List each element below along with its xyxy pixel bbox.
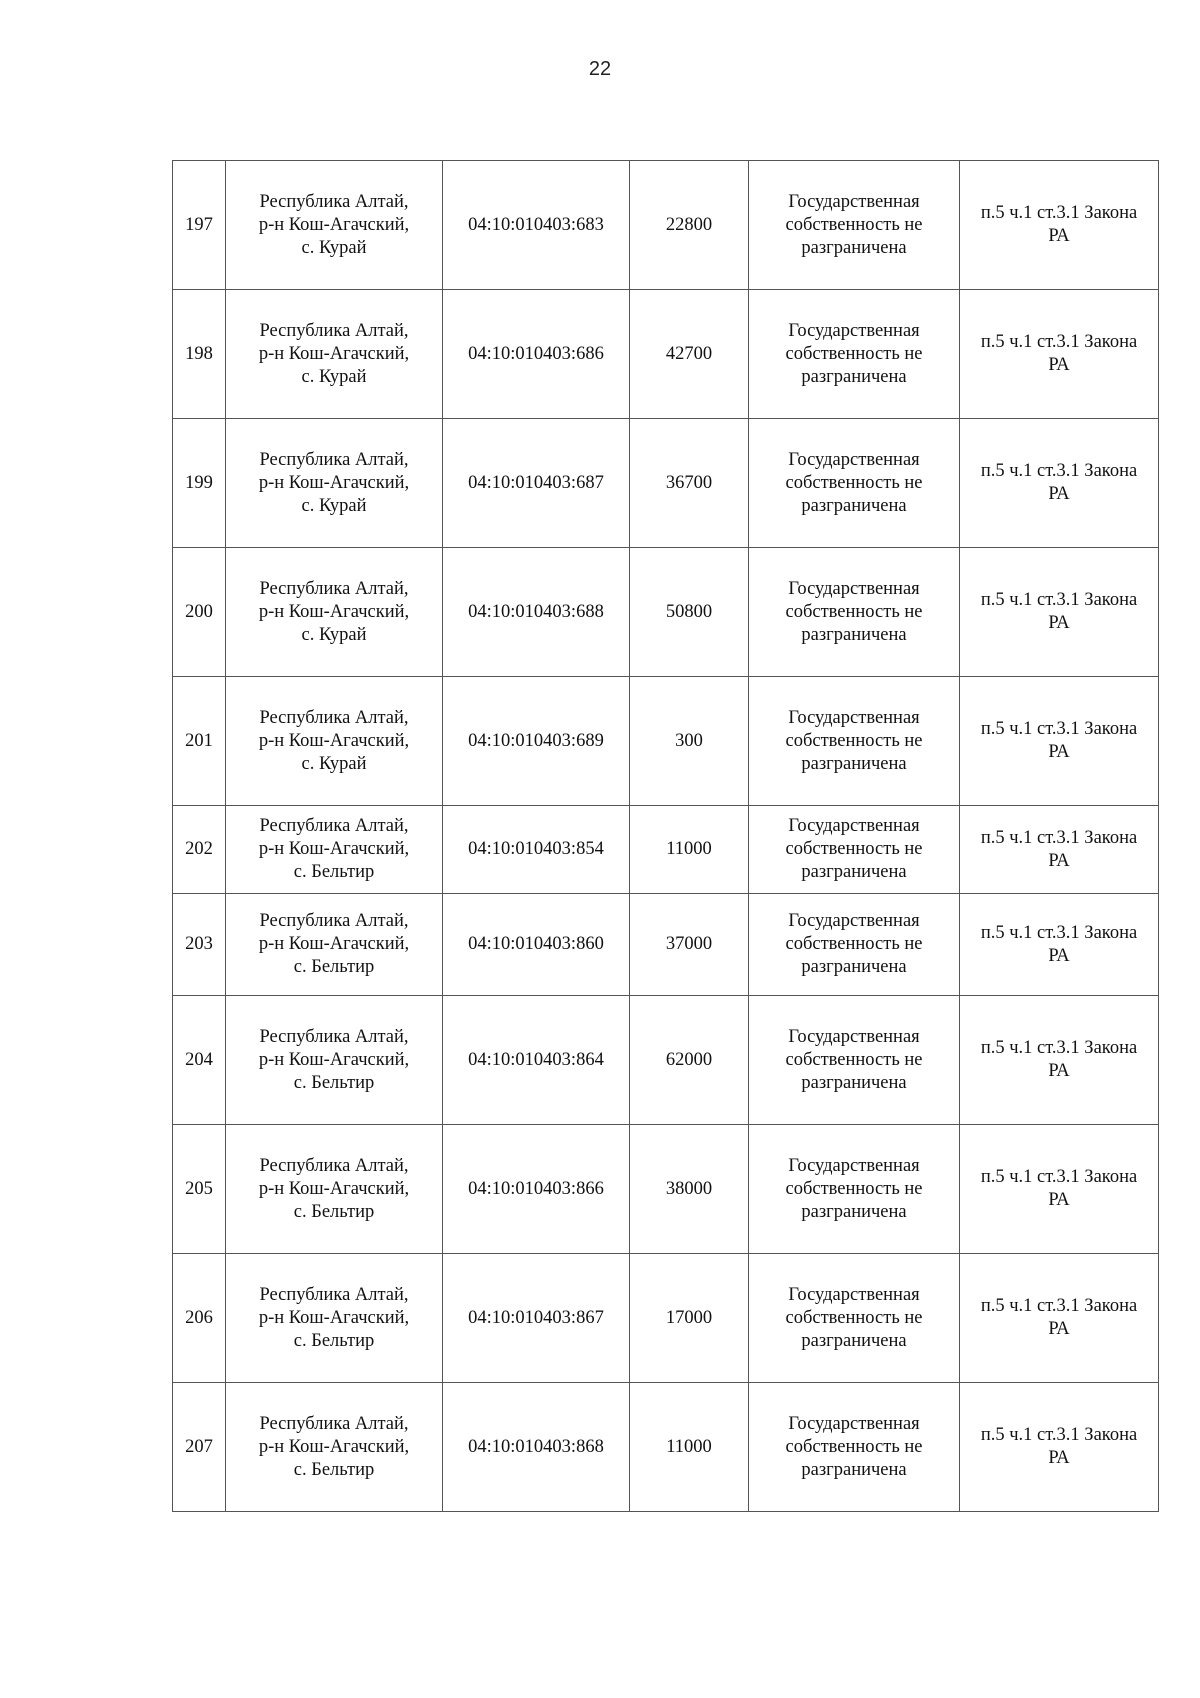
address-cell: Республика Алтай, р-н Кош-Агачский, с. Бельтир xyxy=(226,996,443,1125)
area-cell: 62000 xyxy=(630,996,749,1125)
legal-basis-cell: п.5 ч.1 ст.3.1 Закона РА xyxy=(960,677,1159,806)
cadastral-number-cell: 04:10:010403:864 xyxy=(443,996,630,1125)
ownership-cell: Государственная собственность не разграничена xyxy=(749,161,960,290)
address-cell: Республика Алтай, р-н Кош-Агачский, с. Курай xyxy=(226,161,443,290)
area-cell: 38000 xyxy=(630,1125,749,1254)
area-cell: 11000 xyxy=(630,1383,749,1512)
legal-basis-cell: п.5 ч.1 ст.3.1 Закона РА xyxy=(960,419,1159,548)
table-row xyxy=(173,996,1159,1125)
page-number: 22 xyxy=(588,58,612,80)
legal-basis-cell: п.5 ч.1 ст.3.1 Закона РА xyxy=(960,548,1159,677)
ownership-cell: Государственная собственность не разграничена xyxy=(749,894,960,996)
area-cell: 50800 xyxy=(630,548,749,677)
table-row xyxy=(173,806,1159,894)
ownership-cell: Государственная собственность не разграничена xyxy=(749,677,960,806)
legal-basis-cell: п.5 ч.1 ст.3.1 Закона РА xyxy=(960,161,1159,290)
cadastral-number-cell: 04:10:010403:866 xyxy=(443,1125,630,1254)
row-number: 201 xyxy=(173,677,226,806)
area-cell: 37000 xyxy=(630,894,749,996)
address-cell: Республика Алтай, р-н Кош-Агачский, с. Бельтир xyxy=(226,806,443,894)
legal-basis-cell: п.5 ч.1 ст.3.1 Закона РА xyxy=(960,290,1159,419)
row-number: 200 xyxy=(173,548,226,677)
address-cell: Республика Алтай, р-н Кош-Агачский, с. Курай xyxy=(226,677,443,806)
legal-basis-cell: п.5 ч.1 ст.3.1 Закона РА xyxy=(960,894,1159,996)
address-cell: Республика Алтай, р-н Кош-Агачский, с. Курай xyxy=(226,290,443,419)
area-cell: 11000 xyxy=(630,806,749,894)
row-number: 205 xyxy=(173,1125,226,1254)
address-cell: Республика Алтай, р-н Кош-Агачский, с. Курай xyxy=(226,419,443,548)
row-number: 203 xyxy=(173,894,226,996)
legal-basis-cell: п.5 ч.1 ст.3.1 Закона РА xyxy=(960,806,1159,894)
table-row xyxy=(173,677,1159,806)
row-number: 207 xyxy=(173,1383,226,1512)
cadastral-number-cell: 04:10:010403:854 xyxy=(443,806,630,894)
table-row xyxy=(173,1125,1159,1254)
table-row xyxy=(173,894,1159,996)
area-cell: 17000 xyxy=(630,1254,749,1383)
row-number: 197 xyxy=(173,161,226,290)
ownership-cell: Государственная собственность не разграничена xyxy=(749,419,960,548)
row-number: 206 xyxy=(173,1254,226,1383)
table-row xyxy=(173,1383,1159,1512)
ownership-cell: Государственная собственность не разграничена xyxy=(749,996,960,1125)
ownership-cell: Государственная собственность не разграничена xyxy=(749,806,960,894)
legal-basis-cell: п.5 ч.1 ст.3.1 Закона РА xyxy=(960,996,1159,1125)
table-row xyxy=(173,161,1159,290)
row-number: 202 xyxy=(173,806,226,894)
table-row xyxy=(173,419,1159,548)
area-cell: 36700 xyxy=(630,419,749,548)
land-plot-table xyxy=(172,160,1159,1512)
area-cell: 300 xyxy=(630,677,749,806)
cadastral-number-cell: 04:10:010403:686 xyxy=(443,290,630,419)
ownership-cell: Государственная собственность не разграничена xyxy=(749,1254,960,1383)
table-row xyxy=(173,1254,1159,1383)
ownership-cell: Государственная собственность не разграничена xyxy=(749,548,960,677)
address-cell: Республика Алтай, р-н Кош-Агачский, с. Бельтир xyxy=(226,1125,443,1254)
table-row xyxy=(173,290,1159,419)
ownership-cell: Государственная собственность не разграничена xyxy=(749,1125,960,1254)
area-cell: 22800 xyxy=(630,161,749,290)
cadastral-number-cell: 04:10:010403:868 xyxy=(443,1383,630,1512)
cadastral-number-cell: 04:10:010403:688 xyxy=(443,548,630,677)
cadastral-number-cell: 04:10:010403:860 xyxy=(443,894,630,996)
row-number: 198 xyxy=(173,290,226,419)
address-cell: Республика Алтай, р-н Кош-Агачский, с. Бельтир xyxy=(226,1383,443,1512)
address-cell: Республика Алтай, р-н Кош-Агачский, с. Курай xyxy=(226,548,443,677)
table-row xyxy=(173,548,1159,677)
ownership-cell: Государственная собственность не разграничена xyxy=(749,1383,960,1512)
cadastral-number-cell: 04:10:010403:689 xyxy=(443,677,630,806)
cadastral-number-cell: 04:10:010403:687 xyxy=(443,419,630,548)
cadastral-number-cell: 04:10:010403:867 xyxy=(443,1254,630,1383)
legal-basis-cell: п.5 ч.1 ст.3.1 Закона РА xyxy=(960,1383,1159,1512)
area-cell: 42700 xyxy=(630,290,749,419)
row-number: 204 xyxy=(173,996,226,1125)
row-number: 199 xyxy=(173,419,226,548)
legal-basis-cell: п.5 ч.1 ст.3.1 Закона РА xyxy=(960,1125,1159,1254)
address-cell: Республика Алтай, р-н Кош-Агачский, с. Бельтир xyxy=(226,894,443,996)
address-cell: Республика Алтай, р-н Кош-Агачский, с. Бельтир xyxy=(226,1254,443,1383)
legal-basis-cell: п.5 ч.1 ст.3.1 Закона РА xyxy=(960,1254,1159,1383)
cadastral-number-cell: 04:10:010403:683 xyxy=(443,161,630,290)
ownership-cell: Государственная собственность не разграничена xyxy=(749,290,960,419)
